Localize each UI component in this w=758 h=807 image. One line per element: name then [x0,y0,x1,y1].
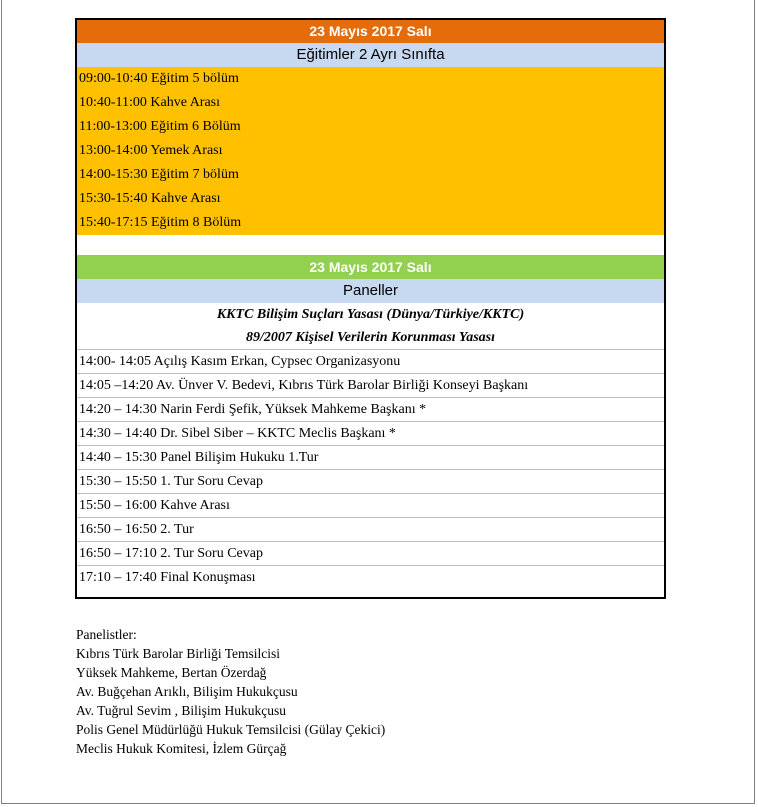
training-slot: 15:30-15:40 Kahve Arası [77,187,664,211]
panel-item: 14:05 –14:20 Av. Ünver V. Bedevi, Kıbrıs Türk Barolar Birliği Konseyi Başkanı [77,373,664,397]
panel-item: 14:00- 14:05 Açılış Kasım Erkan, Cypsec Organizasyonu [77,349,664,373]
panelists-heading: Panelistler: [76,627,137,642]
panels-subtitle: Paneller [77,279,664,303]
training-slot: 11:00-13:00 Eğitim 6 Bölüm [77,115,664,139]
panel-item: 14:30 – 14:40 Dr. Sibel Siber – KKTC Meclis Başkanı * [77,421,664,445]
training-subtitle: Eğitimler 2 Ayrı Sınıfta [77,43,664,67]
schedule-table [75,18,666,599]
panels-date-header: 23 Mayıs 2017 Salı [77,255,664,279]
section-spacer [77,235,664,255]
panelist-entry: Av. Buğçehan Arıklı, Bilişim Hukukçusu [76,684,298,699]
training-slot: 13:00-14:00 Yemek Arası [77,139,664,163]
panel-item: 16:50 – 17:10 2. Tur Soru Cevap [77,541,664,565]
panel-item: 15:50 – 16:00 Kahve Arası [77,493,664,517]
training-slot: 09:00-10:40 Eğitim 5 bölüm [77,67,664,91]
panel-title: KKTC Bilişim Suçları Yasası (Dünya/Türkiye/KKTC) [216,307,525,322]
panel-item: 17:10 – 17:40 Final Konuşması [77,565,664,589]
panel-item: 16:50 – 16:50 2. Tur [77,517,664,541]
training-slot: 15:40-17:15 Eğitim 8 Bölüm [77,211,664,235]
panel-item: 14:20 – 14:30 Narin Ferdi Şefik, Yüksek Mahkeme Başkanı * [77,397,664,421]
panelists-list [76,625,385,758]
panelist-entry: Polis Genel Müdürlüğü Hukuk Temsilcisi (Gülay Çekici) [76,722,386,737]
panel-item: 14:40 – 15:30 Panel Bilişim Hukuku 1.Tur [77,445,664,469]
panel-item: 15:30 – 15:50 1. Tur Soru Cevap [77,469,664,493]
panelist-entry: Kıbrıs Türk Barolar Birliği Temsilcisi [76,646,281,661]
panelist-entry: Yüksek Mahkeme, Bertan Özerdağ [76,665,267,680]
panelist-entry: Av. Tuğrul Sevim , Bilişim Hukukçusu [76,703,287,718]
training-date-header: 23 Mayıs 2017 Salı [77,20,664,43]
panel-title: 89/2007 Kişisel Verilerin Korunması Yasası [246,330,495,345]
training-slot: 10:40-11:00 Kahve Arası [77,91,664,115]
training-slot: 14:00-15:30 Eğitim 7 bölüm [77,163,664,187]
panelist-entry: Meclis Hukuk Komitesi, İzlem Gürçağ [76,741,287,756]
